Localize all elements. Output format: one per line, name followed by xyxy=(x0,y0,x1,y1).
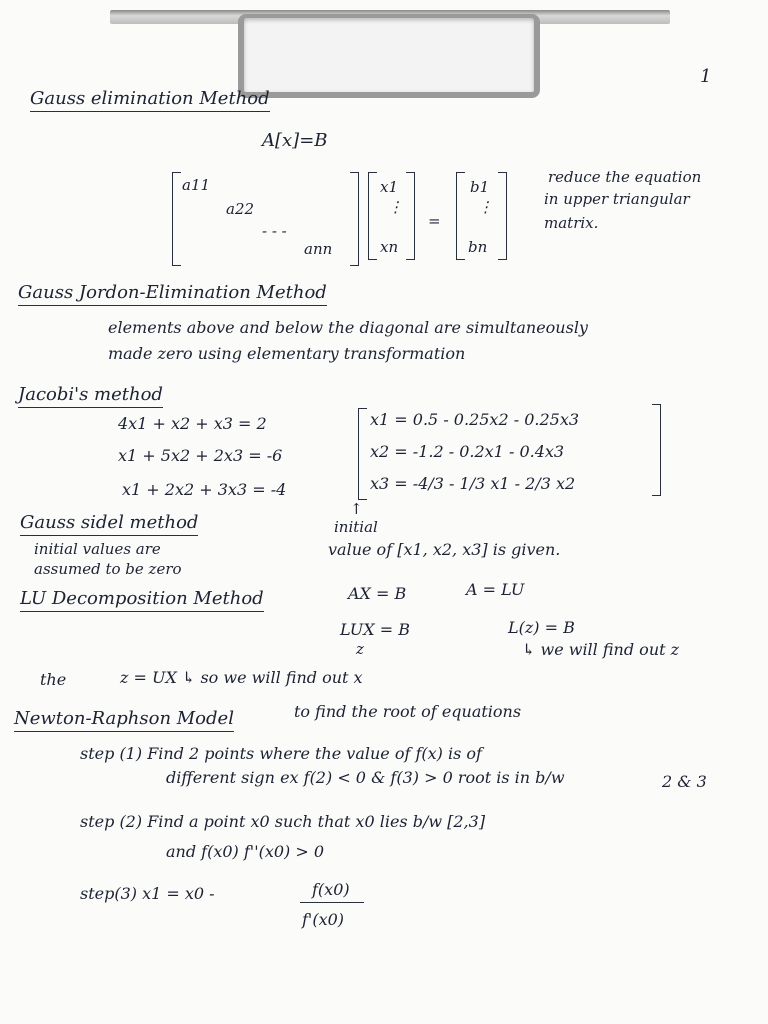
heading-gauss-elimination: Gauss elimination Method xyxy=(30,88,270,112)
jacobi-sol-3: x3 = -4/3 - 1/3 x1 - 2/3 x2 xyxy=(370,474,576,493)
gauss-note-2: in upper triangular xyxy=(544,190,690,208)
lu-eq-3-sub: z xyxy=(356,640,364,658)
heading-newton-raphson: Newton-Raphson Model xyxy=(14,708,234,732)
heading-lu: LU Decomposition Method xyxy=(20,588,264,612)
matrix-a-left-bracket xyxy=(172,172,181,266)
newton-step-1b: different sign ex f(2) < 0 & f(3) > 0 root is in b/w xyxy=(166,768,565,787)
matrix-a22: a22 xyxy=(226,200,255,218)
newton-step-1a: step (1) Find 2 points where the value of f(x) is of xyxy=(80,744,482,763)
page-number: 1 xyxy=(700,66,712,87)
initial-label: initial xyxy=(334,518,378,536)
heading-gauss-jordan: Gauss Jordon-Elimination Method xyxy=(18,282,327,306)
matrix-ann: ann xyxy=(304,240,333,258)
newton-heading-tail: to find the root of equations xyxy=(294,702,522,721)
jacobi-right-bracket xyxy=(652,404,661,496)
clipboard-clip xyxy=(238,14,540,98)
gauss-jordan-line-2: made zero using elementary transformation xyxy=(108,344,466,363)
newton-step-2b: and f(x0) f''(x0) > 0 xyxy=(166,842,325,861)
gauss-note-1: reduce the equation xyxy=(548,168,702,186)
newton-step-3-numerator: f(x0) xyxy=(312,880,350,899)
initial-arrow: ↑ xyxy=(350,500,363,518)
vector-bn: bn xyxy=(468,238,488,256)
fraction-bar xyxy=(300,902,364,903)
lu-eq-3: LUX = B xyxy=(340,620,410,639)
jacobi-eq-3: x1 + 2x2 + 3x3 = -4 xyxy=(122,480,287,499)
gauss-jordan-line-1: elements above and below the diagonal are simultaneously xyxy=(108,318,588,337)
gauss-seidel-line-1: initial values are xyxy=(34,540,161,558)
newton-step-3-lhs: step(3) x1 = x0 - xyxy=(80,884,215,903)
lu-eq-4: L(z) = B xyxy=(508,618,575,637)
vector-b-right-bracket xyxy=(498,172,507,260)
lu-eq-2: A = LU xyxy=(466,580,525,599)
vector-b-dots: ⋮ xyxy=(478,198,493,216)
jacobi-left-bracket xyxy=(358,408,367,500)
vector-x-left-bracket xyxy=(368,172,377,260)
matrix-a-right-bracket xyxy=(350,172,359,266)
vector-x1: x1 xyxy=(380,178,399,196)
vector-b1: b1 xyxy=(470,178,490,196)
vector-x-dots: ⋮ xyxy=(388,198,403,216)
jacobi-eq-2: x1 + 5x2 + 2x3 = -6 xyxy=(118,446,283,465)
newton-step-2a: step (2) Find a point x0 such that x0 lies b/w [2,3] xyxy=(80,812,486,831)
jacobi-eq-1: 4x1 + x2 + x3 = 2 xyxy=(118,414,267,433)
matrix-equals: = xyxy=(428,212,441,230)
vector-xn: xn xyxy=(380,238,399,256)
vector-x-right-bracket xyxy=(406,172,415,260)
lu-eq-1: AX = B xyxy=(348,584,407,603)
lu-eq-5: ↳ we will find out z xyxy=(522,640,680,659)
jacobi-sol-2: x2 = -1.2 - 0.2x1 - 0.4x3 xyxy=(370,442,565,461)
newton-step-1c: 2 & 3 xyxy=(662,772,707,791)
jacobi-sol-1: x1 = 0.5 - 0.25x2 - 0.25x3 xyxy=(370,410,580,429)
lu-the: the xyxy=(40,670,67,689)
initial-value-line: value of [x1, x2, x3] is given. xyxy=(328,540,561,559)
newton-step-3-denominator: f'(x0) xyxy=(302,910,345,929)
equation-axb: A[x]=B xyxy=(262,130,328,151)
matrix-dashes: - - - xyxy=(262,222,287,240)
vector-b-left-bracket xyxy=(456,172,465,260)
gauss-note-3: matrix. xyxy=(544,214,599,232)
heading-gauss-seidel: Gauss sidel method xyxy=(20,512,198,536)
matrix-a11: a11 xyxy=(182,176,211,194)
lu-then-line: z = UX ↳ so we will find out x xyxy=(120,668,363,687)
gauss-seidel-line-2: assumed to be zero xyxy=(34,560,182,578)
heading-jacobi: Jacobi's method xyxy=(18,384,163,408)
